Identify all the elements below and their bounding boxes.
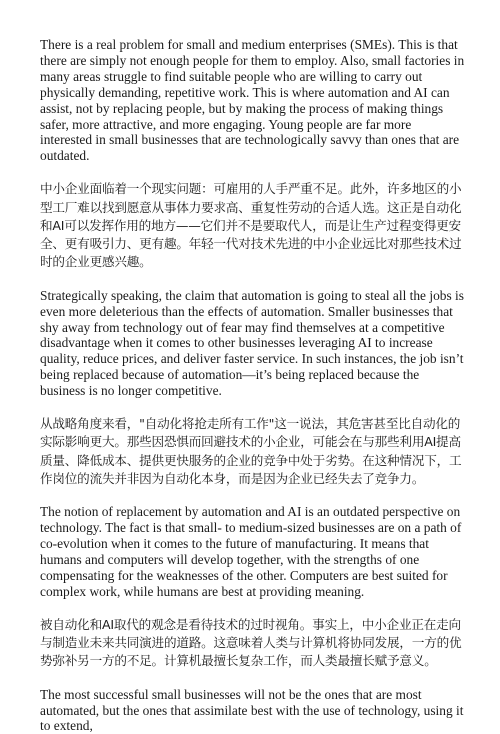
paragraph-en-2: Strategically speaking, the claim that automation is going to steal all the jobs is even more deleterious than the effects of automation. Smaller businesses that shy away from technology out of fear may find themselves at a competitive disadvantage when it comes to other businesses leveraging AI to increase quality, reduce prices, and deliver faster service. In such instances, the job isn’t being replaced because of automation—it’s being replaced because the business is no longer competitive. <box>40 287 464 399</box>
paragraph-zh-1: 中小企业面临着一个现实问题：可雇用的人手严重不足。此外，许多地区的小型工厂难以找到愿意从事体力要求高、重复性劳动的合适人选。这正是自动化和AI可以发挥作用的地方——它们并不是要取代人，而是让生产过程变得更安全、更有吸引力、更有趣。年轻一代对技术先进的中小企业远比对那些技术过时的企业更感兴趣。 <box>40 181 462 270</box>
paragraph-en-4: The most successful small businesses will not be the ones that are most automated, but the ones that assimilate best with the use of technology, using it to extend, <box>40 686 464 734</box>
paragraph-en-1: There is a real problem for small and medium enterprises (SMEs). This is that there are simply not enough people for them to employ. Also, small factories in many areas struggle to find suitable people who are willing to carry out physically demanding, repetitive work. This is where automation and AI can assist, not by replacing people, but by making the process of making things safer, more attractive, and more engaging. Young people are far more interested in small businesses that are technologically savvy than ones that are outdated. <box>40 37 465 164</box>
paragraph-zh-2: 从战略角度来看，"自动化将抢走所有工作"这一说法，其危害甚至比自动化的实际影响更大。那些因恐惧而回避技术的小企业，可能会在与那些利用AI提高质量、降低成本、提供更快服务的企业的竞争中处于劣势。在这种情况下，工作岗位的流失并非因为自动化本身，而是因为企业已经失去了竞争力。 <box>40 416 462 486</box>
paragraph-en-3: The notion of replacement by automation and AI is an outdated perspective on technology. The fact is that small- to medium-sized businesses are on a path of co-evolution when it comes to the future of manufacturing. It means that humans and computers will develop together, with the strengths of one compensating for the weaknesses of the other. Computers are best suited for complex work, while humans are best at providing meaning. <box>40 504 462 599</box>
paragraph-zh-3: 被自动化和AI取代的观念是看待技术的过时视角。事实上，中小企业正在走向与制造业未来共同演进的道路。这意味着人类与计算机将协同发展，一方的优势弥补另一方的不足。计算机最擅长复杂工作，而人类最擅长赋予意义。 <box>40 616 462 669</box>
